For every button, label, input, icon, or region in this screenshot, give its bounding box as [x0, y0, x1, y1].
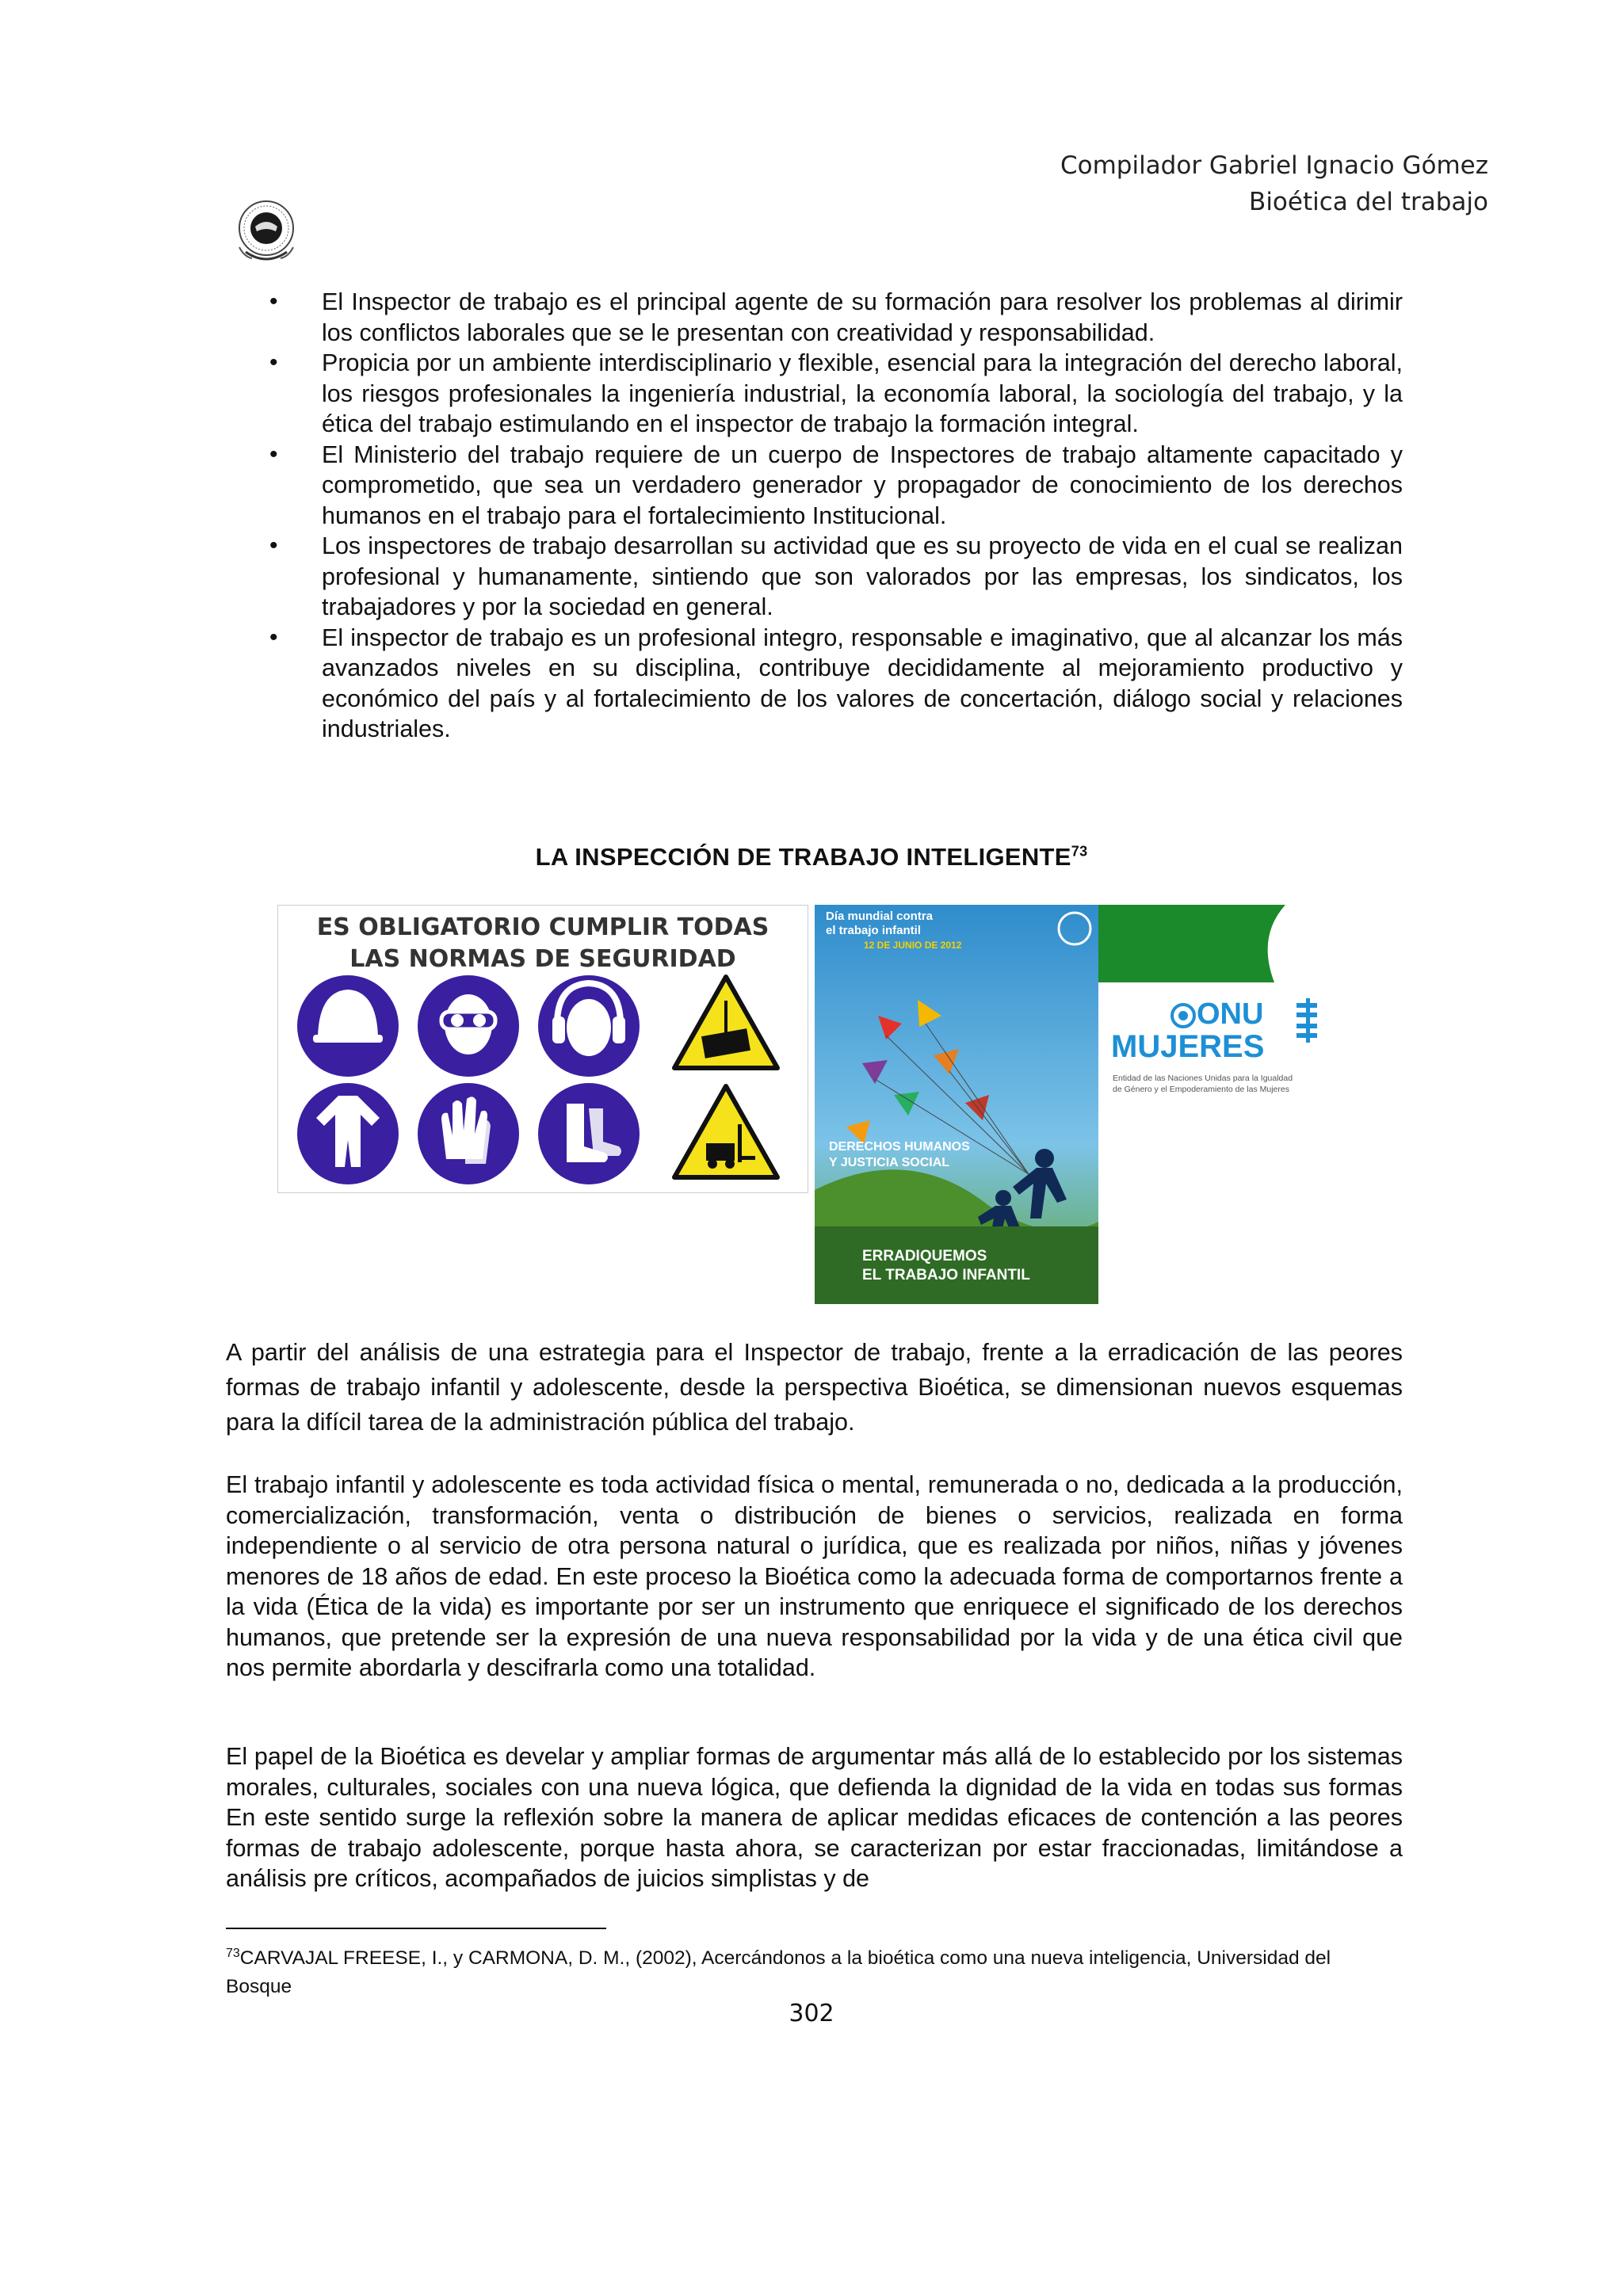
body-paragraph: A partir del análisis de una estrategia para el Inspector de trabajo, frente a la erradicación de las peores formas de trabajo infantil y adolescente, desde la perspectiva Bioética, se dimensionan nuevos esquemas para la difícil tarea de la administración pública del trabajo.: [226, 1339, 1403, 1436]
running-header: [1060, 147, 1488, 220]
list-item: [269, 348, 1403, 440]
equality-symbol-icon: [1296, 998, 1317, 1043]
onu-mujeres-logo-panel: [1098, 905, 1349, 1119]
footnote-text: CARVAJAL FREESE, I., y CARMONA, D. M., (2002), Acercándonos a la bioética como una nueva inteligencia, Universidad del Bosque: [226, 1947, 1331, 1998]
goggles-icon: [418, 975, 519, 1077]
bullet-icon: •: [269, 288, 278, 315]
child-labour-day-poster: [815, 905, 1098, 1304]
safety-boots-icon: [538, 1083, 640, 1184]
safety-rules-poster: [277, 905, 808, 1193]
list-item-text: El Ministerio del trabajo requiere de un cuerpo de Inspectores de trabajo altamente capacitado y comprometido, que sea un verdadero generador y propagador de conocimiento de los derechos humanos en el trabajo para el fortalecimiento Institucional.: [322, 441, 1403, 529]
mujeres-brand: MUJERES: [1111, 1029, 1265, 1064]
list-item-text: El Inspector de trabajo es el principal agente de su formación para resolver los problemas al dirimir los conflictos laborales que se le presentan con creatividad y responsabilidad.: [322, 288, 1403, 346]
list-item: [269, 623, 1403, 745]
coverall-icon: [297, 1083, 399, 1184]
gloves-icon: [418, 1083, 519, 1184]
onu-tagline: Entidad de las Naciones Unidas para la Igualdad de Género y el Empoderamiento de las Mujeres: [1113, 1074, 1293, 1094]
poster-call-to-action: ERRADIQUEMOS EL TRABAJO INFANTIL: [862, 1248, 1030, 1283]
safety-poster-title: ES OBLIGATORIO CUMPLIR TODAS LAS NORMAS DE SEGURIDAD: [316, 913, 769, 973]
list-item-text: El inspector de trabajo es un profesional integro, responsable e imaginativo, que al alcanzar los más avanzados niveles en su disciplina, contribuye decididamente al mejoramiento productivo y económico del país y al fortalecimiento de los valores de concertación, diálogo social y relaciones industriales.: [322, 624, 1403, 742]
bullet-list: [269, 287, 1403, 745]
list-item-text: Propicia por un ambiente interdisciplinario y flexible, esencial para la integración del derecho laboral, los riesgos profesionales la ingeniería industrial, la economía laboral, la sociología del trabajo, y la ética del trabajo estimulando en el inspector de trabajo la formación integral.: [322, 349, 1403, 437]
list-item: [269, 440, 1403, 532]
footnote-reference[interactable]: 73: [1071, 843, 1088, 860]
helmet-icon: [297, 975, 399, 1077]
list-item: [269, 531, 1403, 623]
header-book-title: Bioética del trabajo: [1249, 188, 1488, 216]
bullet-icon: •: [269, 441, 278, 467]
page-number: 302: [789, 2000, 834, 2027]
forklift-warning-icon: [674, 1086, 777, 1177]
section-title: LA INSPECCIÓN DE TRABAJO INTELIGENTE$^{73}$: [535, 843, 1088, 871]
bullet-icon: •: [269, 624, 278, 650]
onu-brand: ONU: [1197, 997, 1264, 1031]
suspended-load-warning-icon: [674, 977, 777, 1068]
bullet-icon: •: [269, 349, 278, 376]
body-paragraph: El papel de la Bioética es develar y ampliar formas de argumentar más allá de lo establecido por los sistemas morales, culturales, sociales con una nueva lógica, que defienda la dignidad de la vida en todas sus formas En este sentido surge la reflexión sobre la manera de aplicar medidas eficaces de contención a las peores formas de trabajo adolescente, porque hasta ahora, se caracterizan por estar fraccionadas, limitándose a análisis pre críticos, acompañados de juicios simplistas y de: [226, 1743, 1403, 1892]
footnote: [226, 1939, 1399, 2001]
footnote-number: 73: [226, 1947, 240, 1960]
footnote-divider: [226, 1928, 606, 1929]
poster-header: Día mundial contra el trabajo infantil 12 DE JUNIO DE 2012: [826, 910, 962, 951]
header-compiler: Compilador Gabriel Ignacio Gómez: [1060, 151, 1488, 180]
bullet-icon: •: [269, 532, 278, 559]
body-paragraph: El trabajo infantil y adolescente es toda actividad física o mental, remunerada o no, dedicada a la producción, comercialización, transformación, venta o distribución de bienes o servicios, realizada en forma independiente o al servicio de otra persona natural o jurídica, que es realizada por niños, niñas y jóvenes menores de 18 años de edad. En este proceso la Bioética como la adecuada forma de comportarnos frente a la vida (Ética de la vida) es importante por ser un instrumento que enriquece el significado de los derechos humanos, que pretende ser la expresión de una nueva responsabilidad por la vida y de una ética civil que nos permite abordarla y descifrarla como una totalidad.: [226, 1471, 1403, 1681]
list-item-text: Los inspectores de trabajo desarrollan su actividad que es su proyecto de vida en el cual se realizan profesional y humanamente, sintiendo que son valorados por las empresas, los sindicatos, los trabajadores y por la sociedad en general.: [322, 532, 1403, 620]
ear-protection-icon: [538, 975, 640, 1077]
poster-slogan: DERECHOS HUMANOS Y JUSTICIA SOCIAL: [829, 1140, 970, 1169]
institution-seal-logo: [228, 195, 304, 271]
un-emblem-icon: [1172, 1005, 1194, 1027]
list-item: [269, 287, 1403, 348]
